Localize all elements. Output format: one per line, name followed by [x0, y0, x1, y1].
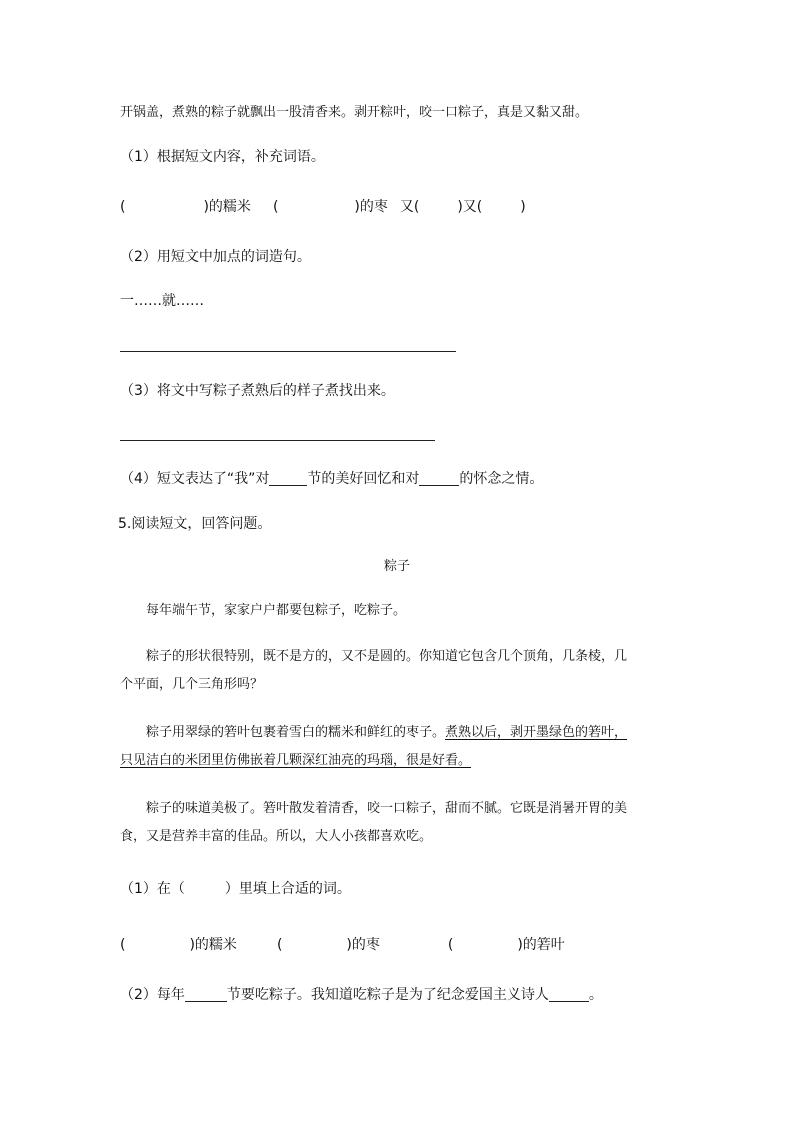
question-1-4	[120, 470, 543, 488]
question-1-2: （2）用短文中加点的词造句。	[120, 249, 311, 265]
paren-open: (	[272, 199, 279, 215]
passage-title: 粽子	[384, 559, 411, 574]
question-5-2	[120, 986, 603, 1004]
q4-text-3: 的怀念之情。	[459, 471, 544, 487]
underlined-sentence-part-1: 煮熟以后，剥开墨绿色的箬叶，	[445, 725, 628, 740]
passage-paragraph-3-line-2	[120, 752, 471, 770]
paren-open: (	[276, 937, 283, 953]
blank-underline[interactable]	[419, 471, 459, 486]
q5-2-text-2: 节要吃粽子。我知道吃粽子是为了纪念爱国主义诗人	[226, 987, 549, 1003]
paragraph-3-plain: 粽子用翠绿的箬叶包裹着雪白的糯米和鲜红的枣子。	[146, 725, 446, 740]
dotted-word: 一……就……	[120, 293, 204, 309]
q4-text-2: 节的美好回忆和对	[307, 471, 420, 487]
underlined-sentence-part-2: 只见洁白的米团里仿佛嵌着几颗深红油亮的玛瑙，很是好看。	[120, 753, 472, 768]
word-you-open: 又(	[399, 199, 420, 215]
fill-in-row-1	[120, 198, 526, 216]
word-leaf: )的箬叶	[517, 937, 565, 953]
question-1-3: （3）将文中写粽子煮熟后的样子煮找出来。	[120, 383, 395, 399]
question-5-1	[120, 880, 351, 898]
section-5-heading: 5.阅读短文，回答问题。	[118, 516, 272, 532]
paren-close: )	[520, 199, 526, 215]
word-glutinous-rice: )的糯米	[203, 199, 251, 215]
fill-in-row-2	[120, 936, 565, 954]
answer-line[interactable]	[120, 440, 435, 441]
answer-line[interactable]	[120, 351, 456, 352]
word-date: )的枣	[354, 199, 388, 215]
paren-open: (	[120, 199, 126, 215]
q5-1-text-2: ）里填上合适的词。	[224, 881, 351, 897]
passage-paragraph-2-line-1: 粽子的形状很特别，既不是方的，又不是圆的。你知道它包含几个顶角，几条棱，几	[146, 649, 628, 664]
paren-open: (	[120, 937, 126, 953]
question-1-1: （1）根据短文内容，补充词语。	[120, 149, 325, 165]
q5-1-text-1: （1）在（	[120, 881, 185, 897]
passage-paragraph-2-line-2: 个平面，几个三角形吗？	[120, 677, 264, 692]
q5-2-text-3: 。	[588, 987, 603, 1003]
passage-paragraph-1: 每年端午节，家家户户都要包粽子，吃粽子。	[146, 603, 407, 618]
q4-text-1: （4）短文表达了“我”对	[120, 471, 270, 487]
blank-underline[interactable]	[185, 987, 227, 1002]
passage-line-1: 开锅盖，煮熟的粽子就飘出一股清香来。剥开粽叶，咬一口粽子，真是又黏又甜。	[120, 105, 589, 120]
passage-paragraph-4-line-2: 食，又是营养丰富的佳品。所以，大人小孩都喜欢吃。	[120, 829, 433, 844]
passage-paragraph-4-line-1: 粽子的味道美极了。箬叶散发着清香，咬一口粽子，甜而不腻。它既是消暑开胃的美	[146, 801, 628, 816]
q5-2-text-1: （2）每年	[120, 987, 185, 1003]
blank-underline[interactable]	[269, 471, 307, 486]
passage-paragraph-3-line-1	[146, 724, 627, 742]
word-date: )的枣	[346, 937, 380, 953]
paren-open: (	[447, 937, 454, 953]
word-you-mid: )又(	[457, 199, 483, 215]
word-glutinous-rice: )的糯米	[189, 937, 237, 953]
blank-underline[interactable]	[549, 987, 589, 1002]
